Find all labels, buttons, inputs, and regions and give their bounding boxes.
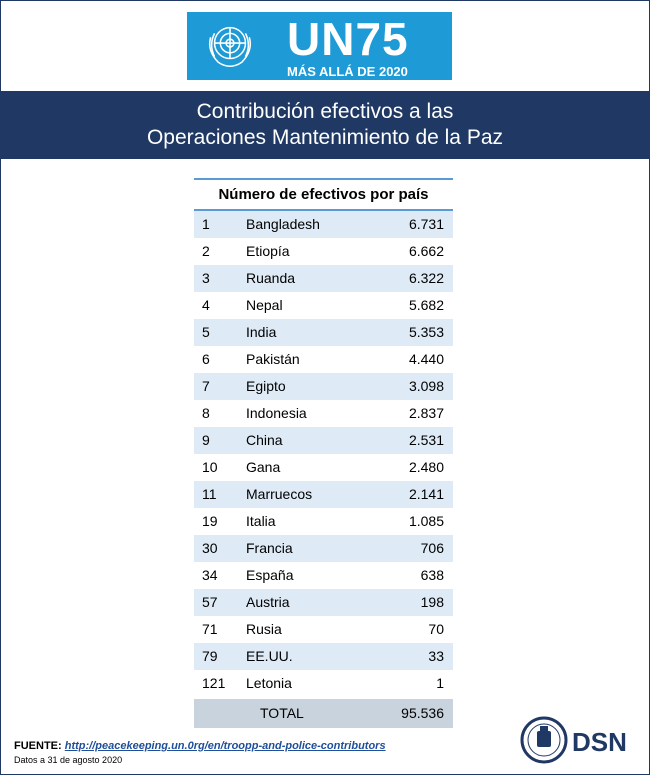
- total-label: TOTAL: [260, 705, 304, 721]
- table-row: [194, 292, 453, 319]
- title-line-2: Operaciones Mantenimiento de la Paz: [146, 126, 504, 149]
- value-cell: 706: [420, 540, 444, 556]
- country-cell: Austria: [246, 594, 290, 610]
- value-cell: 6.662: [408, 243, 444, 259]
- table-row: [194, 670, 453, 697]
- value-cell: 2.837: [408, 405, 444, 421]
- table-body: [194, 211, 453, 697]
- rank-cell: 3: [202, 270, 210, 286]
- un75-logo: [187, 12, 452, 80]
- value-cell: 638: [420, 567, 444, 583]
- table-row: [194, 373, 453, 400]
- table-row: [194, 400, 453, 427]
- country-cell: Marruecos: [246, 486, 313, 502]
- rank-cell: 7: [202, 378, 210, 394]
- title-line-1: Contribución efectivos a las: [196, 100, 454, 123]
- country-cell: China: [246, 432, 283, 448]
- value-cell: 33: [428, 648, 444, 664]
- value-cell: 5.682: [408, 297, 444, 313]
- data-date: Datos a 31 de agosto 2020: [14, 755, 123, 765]
- value-cell: 70: [428, 621, 444, 637]
- un-emblem-icon: [201, 16, 259, 74]
- rank-cell: 4: [202, 297, 210, 313]
- value-cell: 2.141: [408, 486, 444, 502]
- country-cell: India: [246, 324, 277, 340]
- table-row: [194, 211, 453, 238]
- country-cell: Rusia: [246, 621, 282, 637]
- country-cell: Gana: [246, 459, 281, 475]
- table-row: [194, 535, 453, 562]
- country-cell: Ruanda: [246, 270, 296, 286]
- value-cell: 1.085: [408, 513, 444, 529]
- table-row: [194, 427, 453, 454]
- rank-cell: 57: [202, 594, 218, 610]
- value-cell: 6.322: [408, 270, 444, 286]
- value-cell: 198: [420, 594, 444, 610]
- table-header: Número de efectivos por país: [194, 178, 453, 211]
- source-link[interactable]: http://peacekeeping.un.0rg/en/troopp-and-police-contributors: [64, 740, 386, 752]
- country-cell: Pakistán: [246, 351, 300, 367]
- rank-cell: 5: [202, 324, 210, 340]
- country-cell: Francia: [246, 540, 293, 556]
- table-row: [194, 643, 453, 670]
- country-cell: Italia: [246, 513, 276, 529]
- value-cell: 2.531: [408, 432, 444, 448]
- rank-cell: 1: [202, 216, 210, 232]
- rank-cell: 8: [202, 405, 210, 421]
- table-row: [194, 589, 453, 616]
- country-cell: Egipto: [246, 378, 286, 394]
- table-row: [194, 481, 453, 508]
- value-cell: 4.440: [408, 351, 444, 367]
- rank-cell: 11: [202, 486, 217, 502]
- rank-cell: 30: [202, 540, 218, 556]
- dsn-wordmark: DSN: [572, 727, 627, 757]
- table-row: [194, 616, 453, 643]
- table-row: [194, 265, 453, 292]
- rank-cell: 79: [202, 648, 218, 664]
- country-cell: Etiopía: [246, 243, 290, 259]
- coat-of-arms-icon: [520, 716, 568, 764]
- country-cell: Bangladesh: [246, 216, 320, 232]
- logo-subtitle: MÁS ALLÁ DE 2020: [287, 64, 408, 79]
- title-banner: [1, 91, 649, 159]
- table-row: [194, 454, 453, 481]
- rank-cell: 121: [202, 675, 226, 691]
- total-row: [194, 699, 453, 728]
- rank-cell: 71: [202, 621, 218, 637]
- table-row: [194, 346, 453, 373]
- value-cell: 5.353: [408, 324, 444, 340]
- rank-cell: 6: [202, 351, 210, 367]
- country-cell: Indonesia: [246, 405, 307, 421]
- contributors-table: [194, 178, 453, 728]
- rank-cell: 19: [202, 513, 218, 529]
- table-row: [194, 562, 453, 589]
- value-cell: 3.098: [408, 378, 444, 394]
- source-label: FUENTE:: [14, 740, 65, 752]
- country-cell: Letonia: [246, 675, 292, 691]
- table-row: [194, 508, 453, 535]
- value-cell: 6.731: [408, 216, 444, 232]
- table-row: [194, 238, 453, 265]
- value-cell: 2.480: [408, 459, 444, 475]
- country-cell: España: [246, 567, 294, 583]
- rank-cell: 10: [202, 459, 218, 475]
- total-value: 95.536: [401, 705, 444, 721]
- un75-wordmark: UN75: [287, 13, 409, 65]
- country-cell: Nepal: [246, 297, 283, 313]
- rank-cell: 9: [202, 432, 210, 448]
- rank-cell: 34: [202, 567, 218, 583]
- table-row: [194, 319, 453, 346]
- value-cell: 1: [436, 675, 444, 691]
- rank-cell: 2: [202, 243, 210, 259]
- country-cell: EE.UU.: [246, 648, 293, 664]
- source-footer: [14, 740, 386, 753]
